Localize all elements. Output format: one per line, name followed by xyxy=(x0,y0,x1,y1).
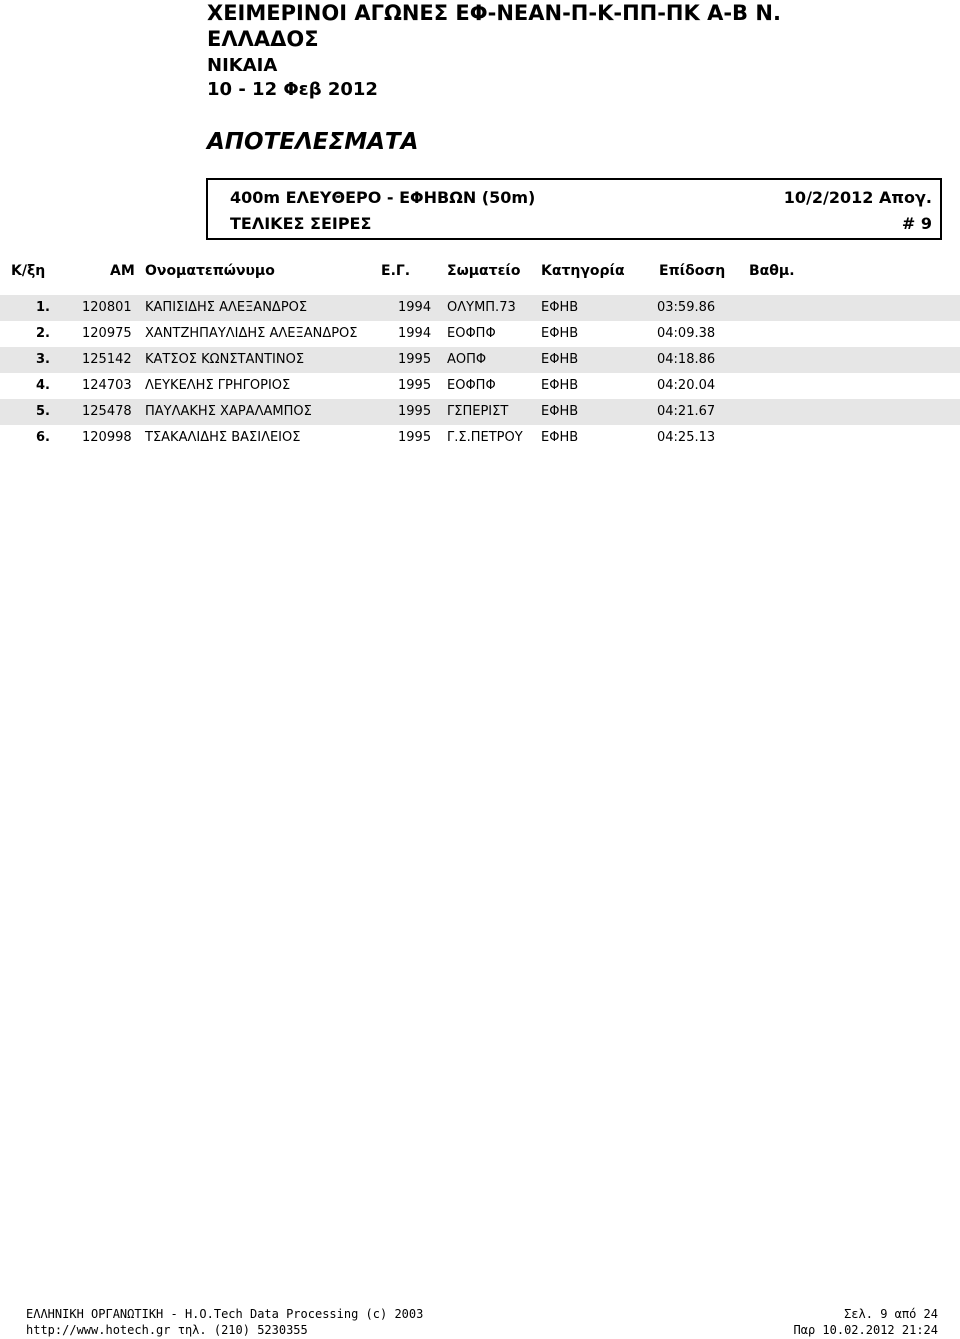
col-club: Σωματείο xyxy=(447,263,521,279)
cell-am: 125478 xyxy=(82,404,132,419)
cell-performance: 04:09.38 xyxy=(657,326,716,341)
cell-name: ΚΑΠΙΣΙΔΗΣ ΑΛΕΞΑΝΔΡΟΣ xyxy=(145,300,308,315)
cell-rank: 3. xyxy=(36,352,50,367)
cell-club: ΟΛΥΜΠ.73 xyxy=(447,300,516,315)
competition-title-line2: ΕΛΛΑΔΟΣ xyxy=(207,27,319,51)
col-year: Ε.Γ. xyxy=(381,263,411,279)
cell-club: ΕΟΦΠΦ xyxy=(447,378,496,393)
results-table xyxy=(0,295,960,451)
cell-performance: 04:20.04 xyxy=(657,378,716,393)
cell-club: ΑΟΠΦ xyxy=(447,352,487,367)
cell-year: 1995 xyxy=(398,378,432,393)
cell-name: ΠΑΥΛΑΚΗΣ ΧΑΡΑΛΑΜΠΟΣ xyxy=(145,404,312,419)
competition-title: ΧΕΙΜΕΡΙΝΟΙ ΑΓΩΝΕΣ ΕΦ-ΝΕΑΝ-Π-Κ-ΠΠ-ΠΚ Α-Β Ν. xyxy=(207,1,781,25)
cell-club: ΓΣΠΕΡΙΣΤ xyxy=(447,404,509,419)
footer-company: ΕΛΛΗΝΙΚΗ ΟΡΓΑΝΩΤΙΚΗ - Η.Ο.Tech Data Processing (c) 2003 xyxy=(26,1307,424,1321)
cell-category: ΕΦΗΒ xyxy=(541,352,579,367)
competition-dates: 10 - 12 Φεβ 2012 xyxy=(207,79,378,100)
cell-rank: 4. xyxy=(36,378,50,393)
col-category: Κατηγορία xyxy=(541,263,625,279)
table-row xyxy=(0,425,960,451)
cell-year: 1994 xyxy=(398,326,432,341)
event-round: ΤΕΛΙΚΕΣ ΣΕΙΡΕΣ xyxy=(230,214,372,233)
cell-category: ΕΦΗΒ xyxy=(541,404,579,419)
cell-am: 120975 xyxy=(82,326,132,341)
table-row xyxy=(0,347,960,373)
col-rank: Κ/ξη xyxy=(11,263,46,279)
event-name: 400m ΕΛΕΥΘΕΡΟ - ΕΦΗΒΩΝ (50m) xyxy=(230,188,536,207)
cell-year: 1994 xyxy=(398,300,432,315)
cell-rank: 6. xyxy=(36,430,50,445)
cell-name: ΧΑΝΤΖΗΠΑΥΛΙΔΗΣ ΑΛΕΞΑΝΔΡΟΣ xyxy=(145,326,358,341)
table-row xyxy=(0,295,960,321)
cell-performance: 03:59.86 xyxy=(657,300,716,315)
cell-am: 120801 xyxy=(82,300,132,315)
cell-club: Γ.Σ.ΠΕΤΡΟΥ xyxy=(447,430,523,445)
footer-contact: http://www.hotech.gr τηλ. (210) 5230355 xyxy=(26,1323,308,1337)
cell-performance: 04:25.13 xyxy=(657,430,716,445)
col-performance: Επίδοση xyxy=(659,263,726,279)
cell-category: ΕΦΗΒ xyxy=(541,326,579,341)
cell-year: 1995 xyxy=(398,430,432,445)
results-title: ΑΠΟΤΕΛΕΣΜΑΤΑ xyxy=(207,129,419,155)
table-row xyxy=(0,373,960,399)
cell-category: ΕΦΗΒ xyxy=(541,430,579,445)
cell-name: ΤΣΑΚΑΛΙΔΗΣ ΒΑΣΙΛΕΙΟΣ xyxy=(145,430,301,445)
cell-category: ΕΦΗΒ xyxy=(541,300,579,315)
cell-performance: 04:21.67 xyxy=(657,404,716,419)
footer-printed: Παρ 10.02.2012 21:24 xyxy=(793,1323,938,1337)
event-number: # 9 xyxy=(901,214,932,233)
cell-am: 120998 xyxy=(82,430,132,445)
cell-am: 125142 xyxy=(82,352,132,367)
cell-name: ΚΑΤΣΟΣ ΚΩΝΣΤΑΝΤΙΝΟΣ xyxy=(145,352,305,367)
table-row xyxy=(0,399,960,425)
footer-page: Σελ. 9 από 24 xyxy=(844,1307,938,1321)
cell-name: ΛΕΥΚΕΛΗΣ ΓΡΗΓΟΡΙΟΣ xyxy=(145,378,291,393)
cell-rank: 1. xyxy=(36,300,50,315)
cell-performance: 04:18.86 xyxy=(657,352,716,367)
cell-club: ΕΟΦΠΦ xyxy=(447,326,496,341)
col-name: Ονοματεπώνυμο xyxy=(145,263,275,279)
table-row xyxy=(0,321,960,347)
cell-year: 1995 xyxy=(398,352,432,367)
event-date-session: 10/2/2012 Απογ. xyxy=(783,188,932,207)
col-am: ΑΜ xyxy=(110,263,135,279)
cell-rank: 5. xyxy=(36,404,50,419)
cell-rank: 2. xyxy=(36,326,50,341)
venue: ΝΙΚΑΙΑ xyxy=(207,55,278,76)
cell-category: ΕΦΗΒ xyxy=(541,378,579,393)
cell-year: 1995 xyxy=(398,404,432,419)
col-points: Βαθμ. xyxy=(749,263,795,279)
cell-am: 124703 xyxy=(82,378,132,393)
event-info-box xyxy=(206,178,942,240)
